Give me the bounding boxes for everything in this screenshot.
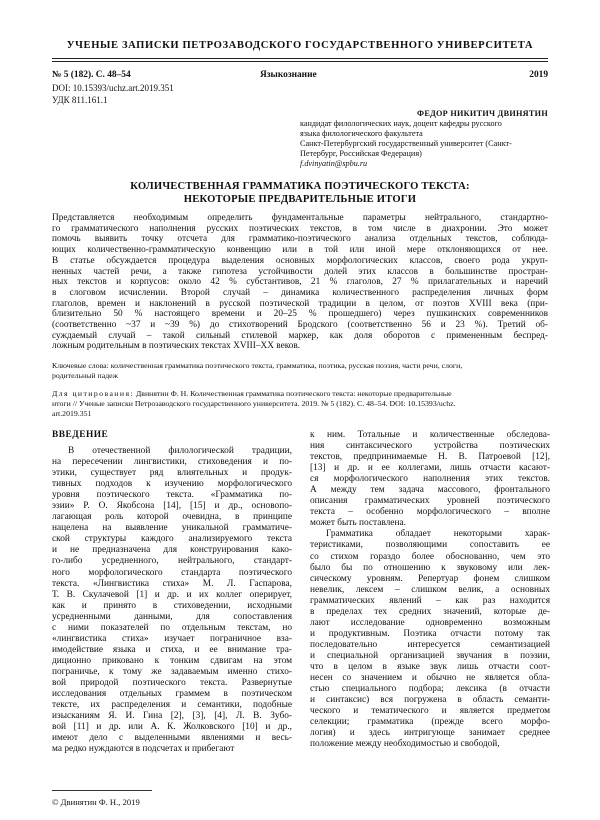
citation-text: итоги // Ученые записки Петрозаводского государственного университета. 2019. № 5 (182). С. 48–54. DOI: 10.15393/uchz. (52, 398, 456, 408)
header-rule-top (52, 58, 548, 59)
body-text-line: со стихом гораздо более обоснованно, чем это (310, 551, 550, 562)
body-text-line: на пересечении лингвистики, стиховедения и по- (52, 457, 292, 468)
article-title (52, 181, 548, 206)
body-text-line: Т. В. Скулачевой [1] и др. и их коллег оперирует, (52, 589, 292, 600)
body-text-line: этики, существует ряд влиятельных и продук- (52, 468, 292, 479)
article-title-line: НЕКОТОРЫЕ ПРЕДВАРИТЕЛЬНЫЕ ИТОГИ (183, 193, 417, 205)
body-text-line: лагающая роль которой очевидна, в принципе (52, 512, 292, 523)
abstract-line: ложным родительным в поэтических текстах XVIII–XX веков. (52, 341, 301, 352)
body-text-line: пограничье, к тому же задаваемым именно стихо- (52, 666, 292, 677)
body-text-line: в пределах тех средних значений, которые де- (310, 606, 550, 617)
body-text-line: вой природой поэтического текста. Развернутые (52, 677, 292, 688)
udk: УДК 811.161.1 (52, 95, 108, 105)
body-text-line: грамматических явлений – как раз находится (310, 595, 550, 606)
body-text-line: стью специального подбора; лексика (в отчасти (310, 684, 550, 695)
abstract-line: В статье обсуждается процедура выделения основных морфологических классов, своего рода укруп- (52, 255, 548, 266)
keywords-text: родительный падеж (52, 370, 119, 380)
body-text-line: и не предназначена для конструирования како- (52, 545, 292, 556)
body-text-line: [13] и др. и ее коллегами, лишь отчасти касают- (310, 463, 550, 474)
body-text-line: ния синтаксического устройства поэтических (310, 441, 550, 452)
body-text-line: В отечественной филологической традиции, (68, 446, 292, 456)
footer-rule (52, 790, 152, 791)
body-text-line: Грамматика обладает некоторыми харак- (326, 529, 550, 540)
body-text-line: с ними показателей по отдельным текстам, но (52, 622, 292, 633)
body-text-line: несен со значением и обычно не является обла- (310, 673, 550, 684)
abstract-line: ных текстов и корпусов: около 42 % субстантивов, 21 % глаголов, 27 % прилагательных и наречий (52, 277, 548, 288)
body-text-line: усредненными данными, для сопоставления (52, 611, 292, 622)
body-text-line: уровня поэтического текста. «Грамматика по- (52, 490, 292, 501)
body-text-line: диционно приковано к тонким сдвигам на этом (52, 655, 292, 666)
citation (52, 389, 548, 418)
body-text-line: А между тем задача массового, фронтального (310, 485, 550, 496)
body-text-line: текста – особенно морфологического – вполне (310, 507, 550, 518)
abstract-line: близительно 50 % настоящего времени и 20–25 % прошедшего) через пушкинских современников (52, 309, 548, 320)
issue-number: № 5 (182). С. 48–54 (52, 70, 131, 80)
citation-text: Двинятин Ф. Н. Количественная грамматика поэтического текста: некоторые предварительные (135, 389, 452, 398)
abstract-line: го грамматического наполнения русских поэтических текстов, в том числе в диахронии. Это может (52, 223, 548, 234)
header-rule-bottom (52, 61, 548, 62)
issue-row (52, 70, 548, 82)
keywords-label: Ключевые слова: (52, 361, 109, 370)
body-text-line: вой [11] и др. или А. К. Жолковского [10] и др., (52, 722, 292, 733)
body-text-line: нацелена на выявление уникальной грамматиче- (52, 523, 292, 534)
body-text-line: го-либо усредненного, нейтрального, стандарт- (52, 556, 292, 567)
abstract-line: в слоговом исчислении. Второй случай – динамика количественного распределения личных форм (52, 287, 548, 298)
author-affiliation-line: Санкт-Петербургский государственный университет (Санкт- (300, 139, 512, 149)
author-affiliation-line: языка филологического факультета (300, 129, 423, 139)
body-text-line: исследования отдельных граммем в поэтическом (52, 689, 292, 700)
body-text-line: логия) и здесь интригующе занимает среднее (310, 728, 550, 739)
section-heading: ВВЕДЕНИЕ (52, 430, 109, 440)
abstract-line: (соответственно ~37 и ~39 %) до стихотворений Бродского (соответственно 56 и 23 %). Третий об- (52, 320, 548, 331)
body-text-line: текстов, предпринимаемые Н. В. Патроевой [12], (310, 452, 550, 463)
body-text-line: как и принято в стиховедении, исходными (52, 600, 292, 611)
body-text-line: тивных подходов к изучению морфологического (52, 479, 292, 490)
body-text-line: может быть поставлена. (310, 518, 406, 529)
author-block (300, 109, 548, 170)
body-text-line: что в целом в языке звук лишь отчасти соот- (310, 661, 550, 672)
body-text-line: тексте, их распределения и семантики, подобные (52, 700, 292, 711)
doi: DOI: 10.15393/uchz.art.2019.351 (52, 83, 174, 93)
citation-text: art.2019.351 (52, 408, 92, 418)
abstract-line: суждаемый случай – такой сильный стилевой маркер, как доля оборотов с примененным беспред- (52, 330, 548, 341)
body-text-line: теристиками, позволяющими сопоставить ее (310, 540, 550, 551)
body-text-line: имеют дело с выделенными явлениями и весь- (52, 733, 292, 744)
body-text-line: к ним. Тотальные и количественные обследова- (310, 430, 550, 440)
author-affiliation-line: кандидат филологических наук, доцент кафедры русского (300, 119, 502, 129)
body-text-line: ческого и тематического и является предметом (310, 706, 550, 717)
body-column-left (52, 430, 292, 755)
body-text-line: текста. «Лингвистика стиха» М. Л. Гаспарова, (52, 578, 292, 589)
article-title-line: КОЛИЧЕСТВЕННАЯ ГРАММАТИКА ПОЭТИЧЕСКОГО ТЕКСТА: (130, 181, 470, 192)
body-text-line: и синтаксис) вся погружена в область семанти- (310, 695, 550, 706)
journal-title: УЧЕНЫЕ ЗАПИСКИ ПЕТРОЗАВОДСКОГО ГОСУДАРСТВЕННОГО УНИВЕРСИТЕТА (66, 40, 534, 51)
body-text-line: ся морфологического наполнения этих текстов. (310, 474, 550, 485)
abstract-line: глаголов, времен и наклонений в русской поэтической традиции в целом, от поэтов XVIII века (при- (52, 298, 548, 309)
body-text-line: изысканиям Я. И. Гина [2], [3], [4], Л. В. Зубо- (52, 711, 292, 722)
body-text-line: «лингвистика стиха» изучает пограничное вза- (52, 633, 292, 644)
body-text-line: невелик, лексем – слишком велик, а основных (310, 584, 550, 595)
section-name: Языкознание (260, 70, 317, 80)
author-name: ФЕДОР НИКИТИЧ ДВИНЯТИН (416, 109, 548, 118)
abstract (52, 213, 548, 352)
body-text-line: было бы по отношению к звуковому или лек- (310, 562, 550, 573)
body-text-line: ма редко нуждаются в подсчетах и прибегают (52, 744, 235, 755)
abstract-line: Представляется необходимым определить фундаментальные параметры нейтрального, стандартно- (52, 213, 548, 223)
author-email[interactable]: f.dvinyatin@spbu.ru (300, 159, 368, 169)
keywords (52, 361, 548, 381)
abstract-line: ненных частей речи, а также гипотеза устойчивости долей этих классов в большинстве простран- (52, 266, 548, 277)
body-text-line: эзии» Р. О. Якобсона [14], [15] и др., основопо- (52, 501, 292, 512)
body-text-line: селекции; грамматика (прежде всего морфо- (310, 717, 550, 728)
issue-year: 2019 (529, 70, 548, 80)
keywords-text: количественная грамматика поэтического текста, грамматика, поэтика, русская поэзия, части речи, слоги, (110, 361, 463, 370)
author-affiliation-line: Петербург, Российская Федерация) (300, 149, 422, 159)
body-text-line: сическому уровням. Репертуар фонем слишком (310, 573, 550, 584)
abstract-line: ющих количественно-грамматическую конвенцию или в той или иной мере отклоняющихся от нее. (52, 245, 548, 256)
copyright: © Двинятин Ф. Н., 2019 (52, 797, 140, 807)
body-text-line: и специальной организацией звучания в поэзии, (310, 650, 550, 661)
body-text-line: имодействие языка и стиха, и ее внимание тра- (52, 644, 292, 655)
citation-label: Для цитирования: (52, 389, 135, 398)
body-text-line: ской структуры каждого анализируемого текста (52, 534, 292, 545)
body-text-line: последовательно интересуется семантизацией (310, 639, 550, 650)
abstract-line: помочь выявить точку отсчета для грамматико-поэтического анализа отдельных текстов, соблюда- (52, 234, 548, 245)
body-column-right (310, 430, 550, 750)
body-text-line: описания грамматических уровней поэтического (310, 496, 550, 507)
body-text-line: и продуктивным. Поэтика отчасти потому так (310, 628, 550, 639)
body-text-line: ного морфологического стандарта поэтического (52, 567, 292, 578)
body-text-line: положение между необходимостью и свободой, (310, 739, 500, 750)
body-text-line: лают исследование одновременно возможным (310, 617, 550, 628)
